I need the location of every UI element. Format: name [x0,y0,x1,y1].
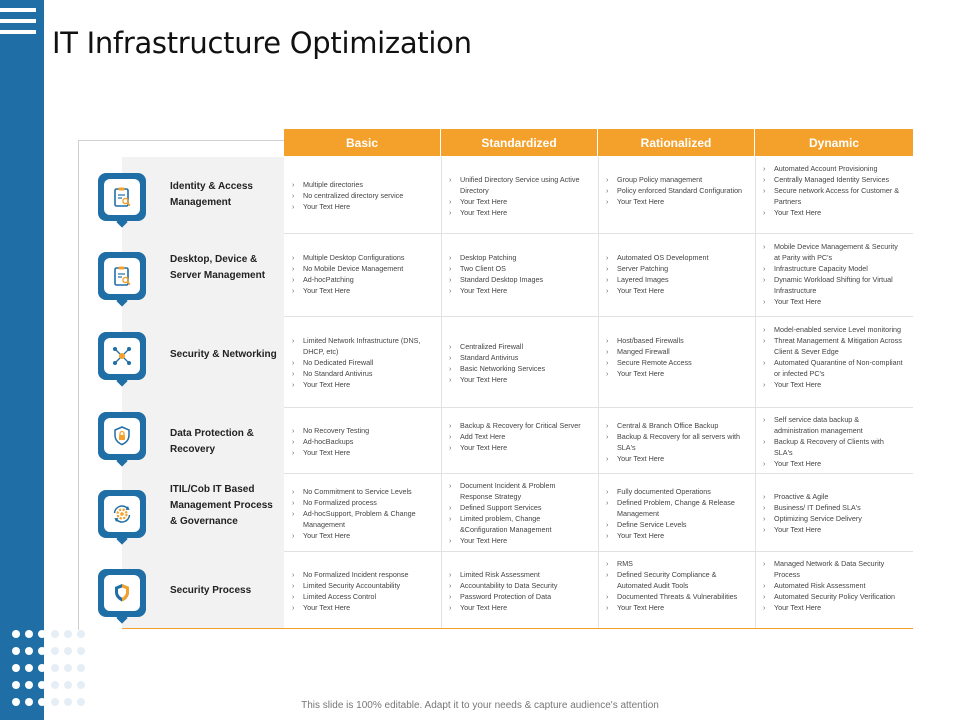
row-icon-box [98,173,146,221]
cell-rationalized: › Group Policy management › Policy enforced Standard Configuration › Your Text Here [606,174,746,207]
header-standardized: Standardized [441,129,598,156]
table-bottom-line [122,628,913,629]
cell-basic: › Multiple Desktop Configurations › No Mobile Device Management › Ad-hocPatching › Your Text Here [292,252,437,296]
cell-basic: › Multiple directories › No centralized directory service › Your Text Here [292,179,437,212]
cell-dynamic: › Automated Account Provisioning › Centrally Managed Identity Services › Secure network Access for Customer & Partners › Your Text Here [763,163,903,218]
row-icon-box [98,252,146,300]
cell-basic: › No Formalized Incident response › Limited Security Accountability › Limited Access Control › Your Text Here [292,569,437,613]
page-title: IT Infrastructure Optimization [52,26,472,60]
cell-rationalized: › Central & Branch Office Backup › Backup & Recovery for all servers with SLA's › Your Text Here [606,420,746,464]
row-label: ITIL/Cob IT Based Management Process & Governance [170,484,273,527]
cell-dynamic: › Proactive & Agile › Business/ IT Defined SLA's › Optimizing Service Delivery › Your Text Here [763,491,903,535]
table-row-desktop-device [90,234,913,316]
row-icon-box [98,490,146,538]
footer-note: This slide is 100% editable. Adapt it to your needs & capture audience's attention [301,700,659,711]
cell-basic: › Limited Network Infrastructure (DNS, DHCP, etc) › No Dedicated Firewall › No Standard Antivirus › Your Text Here [292,335,437,390]
cell-rationalized: › Fully documented Operations › Defined Problem, Change & Release Management › Define Service Levels › Your Text Here [606,486,746,541]
row-icon-box [98,569,146,617]
table-header [284,129,913,156]
cell-standardized: › Unified Directory Service using Active Directory › Your Text Here › Your Text Here [449,174,589,218]
cell-basic: › No Commitment to Service Levels › No Formalized process › Ad-hocSupport, Problem & Change Management › Your Text Here [292,486,437,541]
cell-dynamic: › Model-enabled service Level monitoring › Threat Management & Mitigation Across Client & Sever Edge › Automated Quarantine of Non-compliant or infected PC's › Your Text Here [763,324,903,390]
lock-shield-icon [110,424,134,448]
dot-pattern-decoration [12,630,90,706]
row-icon-box [98,332,146,380]
clipboard-search-icon [110,264,134,288]
cell-rationalized: › RMS › Defined Security Compliance & Automated Audit Tools › Documented Threats & Vulnerabilities › Your Text Here [606,558,746,613]
cell-standardized: › Desktop Patching › Two Client OS › Standard Desktop Images › Your Text Here [449,252,589,296]
row-icon-box [98,412,146,460]
cell-rationalized: › Host/based Firewalls › Manged Firewall › Secure Remote Access › Your Text Here [606,335,746,379]
clipboard-search-icon [110,185,134,209]
cell-standardized: › Limited Risk Assessment › Accountability to Data Security › Password Protection of Data › Your Text Here [449,569,589,613]
left-accent-bar [0,0,44,720]
table-row-itil-governance [90,474,913,551]
table-row-security-process [90,552,913,628]
table-row-security-networking [90,317,913,407]
row-label: Security Process [170,585,252,596]
header-basic: Basic [284,129,441,156]
table-row-data-protection [90,408,913,473]
row-label: Security & Networking [170,349,277,360]
menu-lines-decoration [0,8,36,41]
cell-dynamic: › Mobile Device Management & Security at Parity with PC's › Infrastructure Capacity Model › Dynamic Workload Shifting for Virtual Infrastructure › Your Text Here [763,241,903,307]
shield-icon [110,581,134,605]
row-label: Desktop, Device & Server Management [170,254,266,281]
header-rationalized: Rationalized [598,129,755,156]
cell-dynamic: › Self service data backup & administration management › Backup & Recovery of Clients with SLA's › Your Text Here [763,414,903,469]
network-nodes-icon [110,344,134,368]
cell-standardized: › Centralized Firewall › Standard Antivirus › Basic Networking Services › Your Text Here [449,341,589,385]
table-row-identity-access [90,157,913,233]
row-label: Data Protection & Recovery [170,428,254,455]
cell-standardized: › Backup & Recovery for Critical Server › Add Text Here › Your Text Here [449,420,589,453]
cell-rationalized: › Automated OS Development › Server Patching › Layered Images › Your Text Here [606,252,746,296]
row-label: Identity & Access Management [170,181,253,208]
header-dynamic: Dynamic [755,129,913,156]
cell-basic: › No Recovery Testing › Ad-hocBackups › Your Text Here [292,425,437,458]
cell-standardized: › Document Incident & Problem Response Strategy › Defined Support Services › Limited problem, Change &Configuration Management › Your Text Here [449,480,589,546]
gear-cycle-icon [110,502,134,526]
cell-dynamic: › Managed Network & Data Security Process › Automated Risk Assessment › Automated Security Policy Verification › Your Text Here [763,558,903,613]
